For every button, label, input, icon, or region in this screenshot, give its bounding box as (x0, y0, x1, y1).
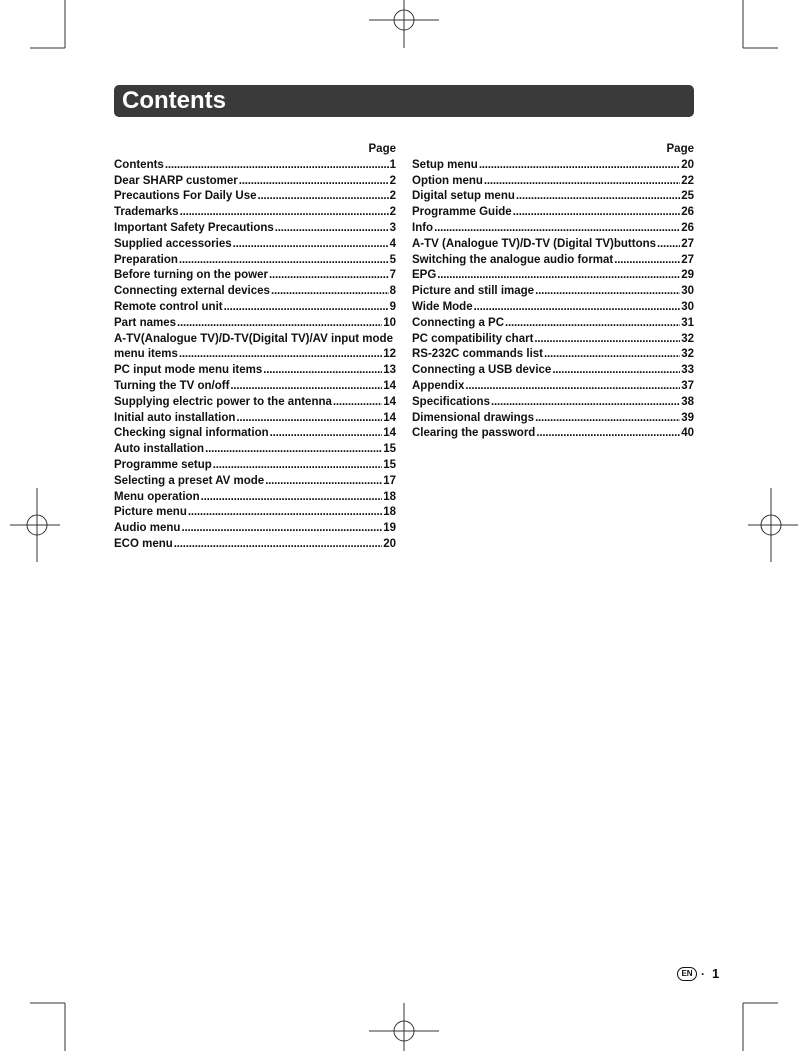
toc-entry-page: 19 (383, 522, 396, 535)
toc-entry[interactable] (412, 237, 694, 253)
toc-entry-title: Dimensional drawings (412, 411, 535, 424)
toc-entry-page: 2 (389, 190, 396, 203)
toc-entry-page: 39 (681, 411, 694, 424)
toc-entry[interactable] (114, 316, 396, 332)
toc-entry-title: Part names (114, 316, 177, 329)
toc-dot-leader (552, 363, 680, 379)
toc-dot-leader (513, 205, 681, 221)
toc-entry-page: 8 (389, 285, 396, 298)
toc-entry-title: Programme Guide (412, 206, 512, 219)
toc-entry[interactable] (114, 521, 396, 537)
toc-entry-page: 3 (389, 221, 396, 234)
toc-entry-title: Checking signal information (114, 427, 269, 440)
toc-entry[interactable] (114, 268, 396, 284)
toc-entry-page: 12 (383, 348, 396, 361)
toc-dot-leader (174, 537, 382, 553)
toc-entry[interactable] (412, 189, 694, 205)
toc-entry-title: Switching the analogue audio format (412, 253, 614, 266)
toc-entry-page: 14 (383, 395, 396, 408)
toc-list-left-1 (114, 158, 396, 332)
toc-entry-title: Preparation (114, 253, 178, 266)
toc-entry-title: Turning the TV on/off (114, 379, 230, 392)
toc-dot-leader (269, 268, 389, 284)
toc-entry-title: Picture and still image (412, 285, 535, 298)
toc-entry[interactable] (114, 221, 396, 237)
toc-dot-leader (434, 221, 680, 237)
toc-entry-title: PC input mode menu items (114, 364, 263, 377)
toc-dot-leader (484, 174, 680, 190)
toc-entry-page: 27 (681, 237, 694, 250)
toc-entry[interactable] (114, 458, 396, 474)
toc-entry[interactable] (114, 332, 396, 348)
toc-entry[interactable] (114, 205, 396, 221)
page-number: 1 (712, 966, 720, 981)
toc-entry-title: Audio menu (114, 522, 181, 535)
toc-entry[interactable] (114, 174, 396, 190)
toc-dot-leader (535, 411, 680, 427)
toc-entry-title: Picture menu (114, 506, 187, 519)
toc-entry-title: Appendix (412, 379, 465, 392)
toc-dot-leader (474, 300, 681, 316)
toc-dot-leader (275, 221, 389, 237)
toc-entry-title: RS-232C commands list (412, 348, 544, 361)
toc-entry-title: Trademarks (114, 206, 179, 219)
toc-entry[interactable] (114, 395, 396, 411)
toc-entry[interactable] (114, 442, 396, 458)
toc-entry[interactable] (412, 332, 694, 348)
toc-entry-page: 15 (383, 443, 396, 456)
toc-dot-leader (465, 379, 680, 395)
toc-entry[interactable] (114, 284, 396, 300)
toc-dot-leader (437, 268, 680, 284)
toc-entry[interactable] (412, 253, 694, 269)
toc-dot-leader (224, 300, 389, 316)
toc-entry[interactable] (114, 411, 396, 427)
toc-dot-leader (479, 158, 680, 174)
toc-entry-page: 25 (681, 190, 694, 203)
toc-entry[interactable] (412, 205, 694, 221)
toc-dot-leader (333, 395, 382, 411)
toc-entry-title: Info (412, 221, 434, 234)
toc-entry-page: 14 (383, 427, 396, 440)
toc-entry-page: 1 (389, 158, 396, 171)
toc-entry[interactable] (412, 395, 694, 411)
toc-entry-title: Specifications (412, 395, 490, 408)
toc-entry-title: Option menu (412, 174, 483, 187)
toc-entry[interactable] (114, 189, 396, 205)
toc-entry[interactable] (412, 221, 694, 237)
toc-dot-leader (180, 205, 389, 221)
toc-entry-title: Auto installation (114, 443, 205, 456)
toc-entry-page: 5 (389, 253, 396, 266)
toc-entry-title: Connecting external devices (114, 285, 270, 298)
toc-entry-page: 18 (383, 490, 396, 503)
toc-dot-leader (536, 426, 680, 442)
toc-dot-leader (177, 316, 382, 332)
toc-entry[interactable] (114, 237, 396, 253)
toc-entry-title: Before turning on the power (114, 269, 268, 282)
toc-dot-leader (258, 189, 389, 205)
toc-entry-continued[interactable] (114, 347, 396, 363)
toc-entry[interactable] (412, 174, 694, 190)
toc-entry[interactable] (412, 316, 694, 332)
toc-entry-title: Supplied accessories (114, 237, 232, 250)
toc-dot-leader (165, 158, 389, 174)
toc-entry[interactable] (114, 474, 396, 490)
toc-entry-page: 20 (383, 537, 396, 550)
toc-entry-page: 22 (681, 174, 694, 187)
toc-entry-page: 40 (681, 427, 694, 440)
toc-entry[interactable] (114, 426, 396, 442)
toc-dot-leader (179, 347, 382, 363)
toc-entry-page: 37 (681, 379, 694, 392)
toc-entry-page: 32 (681, 332, 694, 345)
toc-dot-leader (614, 253, 680, 269)
toc-dot-leader (263, 363, 382, 379)
toc-entry[interactable] (114, 490, 396, 506)
toc-entry-page: 30 (681, 285, 694, 298)
toc-dot-leader (205, 442, 382, 458)
toc-entry-title: Setup menu (412, 158, 478, 171)
toc-entry-page: 33 (681, 364, 694, 377)
toc-dot-leader (271, 284, 389, 300)
toc-entry-page: 4 (389, 237, 396, 250)
toc-left-column (114, 142, 396, 553)
toc-entry[interactable] (114, 505, 396, 521)
toc-entry-page: 20 (681, 158, 694, 171)
toc-dot-leader (505, 316, 680, 332)
toc-entry[interactable] (114, 253, 396, 269)
toc-dot-leader (213, 458, 382, 474)
toc-dot-leader (233, 237, 389, 253)
toc-list-left-2 (114, 363, 396, 553)
toc-entry-title: Wide Mode (412, 300, 473, 313)
toc-entry[interactable] (412, 426, 694, 442)
footer-separator: · (701, 966, 705, 981)
toc-list-right (412, 158, 694, 442)
toc-entry[interactable] (412, 284, 694, 300)
toc-entry-title: Supplying electric power to the antenna (114, 395, 332, 408)
toc-dot-leader (179, 253, 389, 269)
language-badge-icon: EN (677, 967, 697, 981)
toc-entry[interactable] (412, 411, 694, 427)
toc-entry-page: 15 (383, 458, 396, 471)
toc-entry[interactable] (114, 158, 396, 174)
toc-entry-title: A-TV(Analogue TV)/D-TV(Digital TV)/AV input mode (114, 332, 393, 345)
toc-entry[interactable] (412, 347, 694, 363)
toc-entry[interactable] (412, 158, 694, 174)
toc-entry-title: Selecting a preset AV mode (114, 474, 265, 487)
page-column-heading-left: Page (368, 143, 396, 155)
toc-entry[interactable] (412, 268, 694, 284)
toc-right-column (412, 142, 694, 442)
toc-dot-leader (181, 521, 382, 537)
toc-entry-title: PC compatibility chart (412, 332, 534, 345)
toc-entry-title: Programme setup (114, 458, 212, 471)
section-title-bar (114, 85, 694, 117)
toc-dot-leader (230, 379, 382, 395)
toc-entry-title: Clearing the password (412, 427, 536, 440)
toc-entry-page: 9 (389, 300, 396, 313)
page-title: Contents (122, 87, 226, 114)
toc-entry-page: 14 (383, 411, 396, 424)
page-column-heading-right: Page (666, 143, 694, 155)
toc-entry-page: 2 (389, 174, 396, 187)
toc-entry[interactable] (114, 300, 396, 316)
toc-entry-title: Precautions For Daily Use (114, 190, 257, 203)
toc-entry-page: 13 (383, 364, 396, 377)
toc-entry-title: ECO menu (114, 537, 173, 550)
toc-dot-leader (534, 332, 680, 348)
toc-entry-page: 26 (681, 206, 694, 219)
toc-entry-page: 32 (681, 348, 694, 361)
toc-entry-title: Initial auto installation (114, 411, 236, 424)
toc-entry-page: 38 (681, 395, 694, 408)
toc-dot-leader (239, 174, 389, 190)
toc-entry-page: 14 (383, 379, 396, 392)
toc-dot-leader (657, 237, 680, 253)
toc-entry[interactable] (114, 379, 396, 395)
toc-dot-leader (270, 426, 383, 442)
toc-entry-title: A-TV (Analogue TV)/D-TV (Digital TV)buttons (412, 237, 657, 250)
toc-entry-title: Dear SHARP customer (114, 174, 238, 187)
toc-entry-title: EPG (412, 269, 437, 282)
page-footer (677, 966, 719, 981)
toc-entry[interactable] (412, 379, 694, 395)
toc-dot-leader (265, 474, 382, 490)
toc-entry-title: Contents (114, 158, 164, 171)
toc-entry-page: 26 (681, 221, 694, 234)
toc-entry[interactable] (412, 363, 694, 379)
toc-entry-page: 2 (389, 206, 396, 219)
toc-dot-leader (491, 395, 680, 411)
toc-entry-page: 30 (681, 300, 694, 313)
toc-entry-title: menu items (114, 348, 178, 361)
toc-entry[interactable] (114, 363, 396, 379)
toc-entry-title: Connecting a USB device (412, 364, 552, 377)
toc-entry-page: 10 (383, 316, 396, 329)
toc-entry-page: 31 (681, 316, 694, 329)
toc-dot-leader (236, 411, 382, 427)
toc-entry-title: Connecting a PC (412, 316, 505, 329)
toc-entry-page: 7 (389, 269, 396, 282)
toc-entry-title: Important Safety Precautions (114, 221, 274, 234)
toc-dot-leader (201, 490, 383, 506)
toc-entry[interactable] (412, 300, 694, 316)
toc-entry-page: 27 (681, 253, 694, 266)
toc-entry-title: Menu operation (114, 490, 200, 503)
toc-dot-leader (544, 347, 680, 363)
toc-dot-leader (535, 284, 680, 300)
toc-dot-leader (188, 505, 382, 521)
toc-dot-leader (516, 189, 680, 205)
toc-entry-page: 29 (681, 269, 694, 282)
toc-entry-page: 18 (383, 506, 396, 519)
toc-entry-title: Digital setup menu (412, 190, 515, 203)
toc-entry-title: Remote control unit (114, 300, 223, 313)
toc-entry[interactable] (114, 537, 396, 553)
toc-entry-page: 17 (383, 474, 396, 487)
